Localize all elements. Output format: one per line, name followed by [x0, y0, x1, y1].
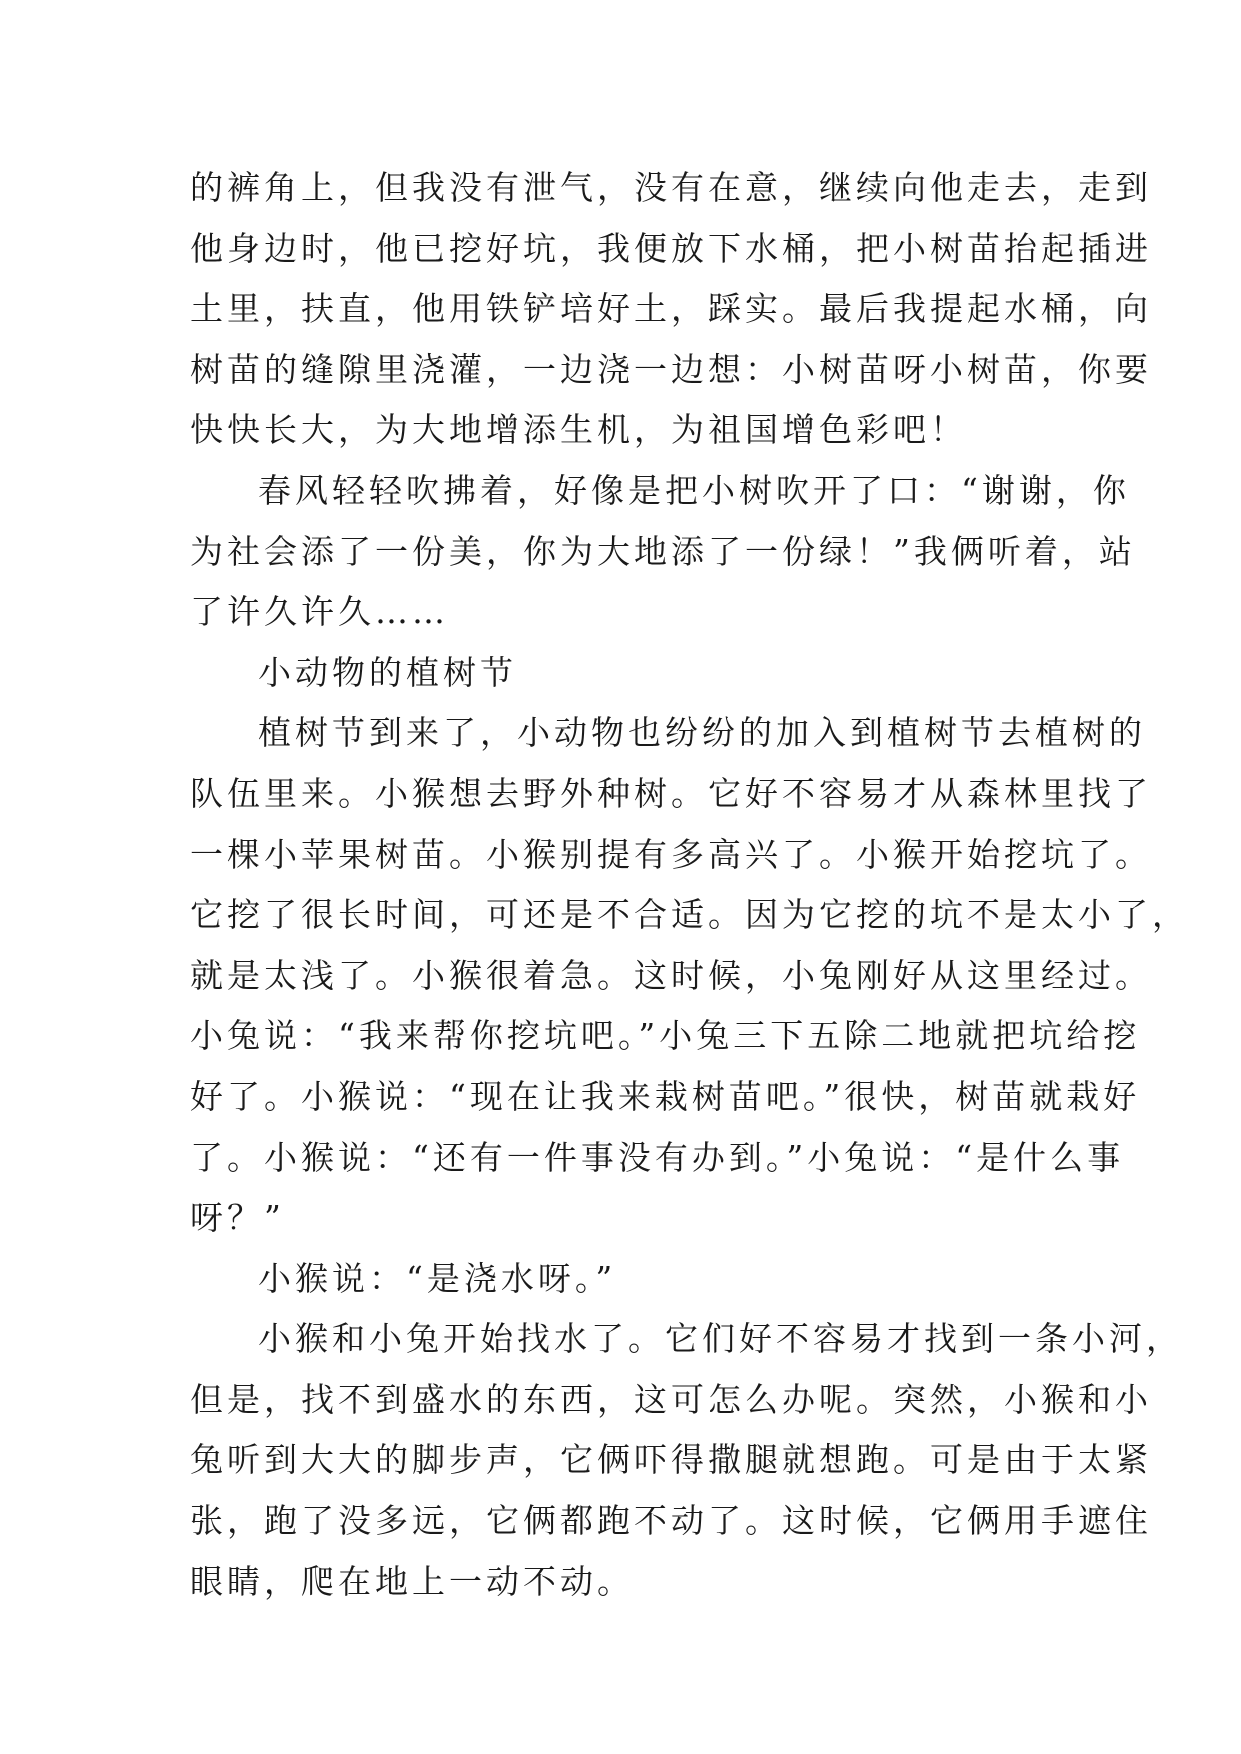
text-line: 小猴说：“是浇水呀。”	[258, 1258, 617, 1298]
text-line: 了许久许久……	[190, 592, 449, 632]
text-line: 土里，扶直，他用铁铲培好土，踩实。最后我提起水桶，向	[190, 289, 1152, 329]
text-line: 兔听到大大的脚步声，它俩吓得撒腿就想跑。可是由于太紧	[190, 1440, 1152, 1480]
text-line: 小动物的植树节	[258, 652, 517, 692]
text-line: 眼睛，爬在地上一动不动。	[190, 1561, 634, 1601]
text-line: 一棵小苹果树苗。小猴别提有多高兴了。小猴开始挖坑了。	[190, 834, 1152, 874]
text-line: 它挖了很长时间，可还是不合适。因为它挖的坑不是太小了，	[190, 895, 1189, 935]
text-line: 呀？”	[190, 1198, 285, 1238]
text-line: 他身边时，他已挖好坑，我便放下水桶，把小树苗抬起插进	[190, 228, 1152, 268]
text-line: 为社会添了一份美，你为大地添了一份绿！”我俩听着，站	[190, 531, 1136, 571]
text-line: 春风轻轻吹拂着，好像是把小树吹开了口：“谢谢，你	[258, 470, 1130, 510]
text-line: 就是太浅了。小猴很着急。这时候，小兔刚好从这里经过。	[190, 955, 1152, 995]
text-line: 张，跑了没多远，它俩都跑不动了。这时候，它俩用手遮住	[190, 1501, 1152, 1541]
text-line: 植树节到来了，小动物也纷纷的加入到植树节去植树的	[258, 713, 1146, 753]
text-line: 但是，找不到盛水的东西，这可怎么办呢。突然，小猴和小	[190, 1379, 1152, 1419]
text-line: 好了。小猴说：“现在让我来栽树苗吧。”很快，树苗就栽好	[190, 1076, 1141, 1116]
text-line: 了。小猴说：“还有一件事没有办到。”小兔说：“是什么事	[190, 1137, 1125, 1177]
text-line: 队伍里来。小猴想去野外种树。它好不容易才从森林里找了	[190, 773, 1152, 813]
text-line: 树苗的缝隙里浇灌，一边浇一边想：小树苗呀小树苗，你要	[190, 349, 1152, 389]
text-line: 小猴和小兔开始找水了。它们好不容易才找到一条小河，	[258, 1319, 1183, 1359]
text-line: 快快长大，为大地增添生机，为祖国增色彩吧！	[190, 410, 967, 450]
document-body	[190, 158, 1189, 1612]
text-line: 的裤角上，但我没有泄气，没有在意，继续向他走去，走到	[190, 168, 1152, 207]
text-line: 小兔说：“我来帮你挖坑吧。”小兔三下五除二地就把坑给挖	[190, 1016, 1141, 1056]
